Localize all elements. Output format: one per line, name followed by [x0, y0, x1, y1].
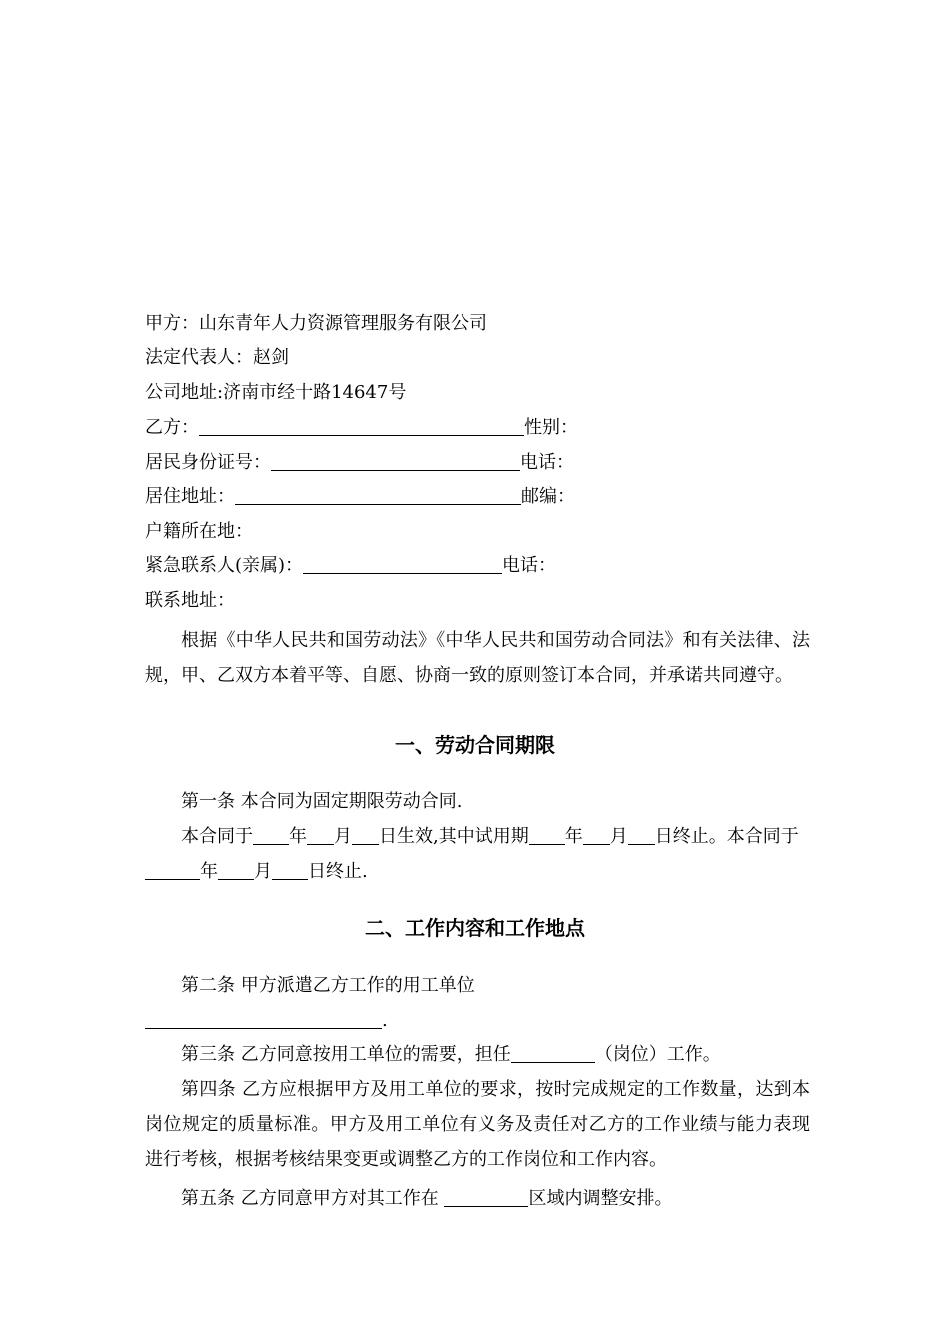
id-number-label: 居民身份证号：	[145, 452, 271, 473]
end-year-blank	[145, 861, 200, 880]
phone-label: 电话：	[520, 452, 574, 473]
contact-address-line: 联系地址：	[145, 590, 235, 611]
legal-representative-line: 法定代表人：赵剑	[145, 347, 289, 368]
article-1: 第一条 本合同为固定期限劳动合同.	[181, 791, 463, 812]
term-text: 本合同于	[181, 826, 253, 847]
probation-month-blank	[583, 826, 610, 845]
term-text: 年	[289, 826, 307, 847]
contract-term-line-2	[145, 860, 368, 884]
residence-address-line	[145, 485, 575, 509]
article-2: 第二条 甲方派遣乙方工作的用工单位	[181, 975, 475, 996]
emergency-contact-blank	[303, 555, 502, 574]
emergency-phone-label: 电话：	[502, 555, 557, 576]
postcode-label: 邮编：	[521, 486, 575, 507]
party-b-label: 乙方：	[145, 417, 199, 438]
residence-address-blank	[235, 486, 521, 505]
article-2-period: .	[382, 1010, 388, 1031]
start-day-blank	[352, 826, 379, 845]
term-text: 日生效,其中试用期	[379, 826, 529, 847]
start-year-blank	[253, 826, 289, 845]
party-a-line: 甲方：山东青年人力资源管理服务有限公司	[145, 313, 487, 334]
article-5	[181, 1187, 672, 1211]
emergency-contact-line	[145, 554, 556, 578]
article-5-text-end: 区域内调整安排。	[528, 1188, 673, 1209]
term-text: 月	[334, 826, 352, 847]
probation-year-blank	[529, 826, 565, 845]
id-number-line	[145, 451, 574, 475]
position-blank	[511, 1044, 595, 1063]
employer-unit-blank	[145, 1010, 382, 1029]
end-day-blank	[272, 861, 308, 880]
residence-address-label: 居住地址：	[145, 486, 235, 507]
term-text: 日终止.	[308, 861, 368, 882]
probation-day-blank	[628, 826, 655, 845]
start-month-blank	[307, 826, 334, 845]
gender-label: 性别：	[524, 417, 578, 438]
article-3-text: 第三条 乙方同意按用工单位的需要，担任	[181, 1044, 511, 1065]
company-address-line: 公司地址:济南市经十路14647号	[145, 382, 407, 403]
term-text: 日终止。本合同于	[654, 826, 799, 847]
term-text: 月	[609, 826, 628, 847]
intro-paragraph: 根据《中华人民共和国劳动法》《中华人民共和国劳动合同法》和有关法律、法规，甲、乙双方本着平等、自愿、协商一致的原则签订本合同，并承诺共同遵守。	[145, 630, 810, 686]
party-b-line	[145, 416, 578, 440]
article-3-text-end: （岗位）工作。	[594, 1044, 721, 1065]
term-text: 月	[254, 861, 272, 882]
article-5-text: 第五条 乙方同意甲方对其工作在	[181, 1188, 445, 1209]
id-number-blank	[271, 452, 520, 471]
party-b-name-blank	[199, 417, 524, 436]
end-month-blank	[218, 861, 254, 880]
article-4: 第四条 乙方应根据甲方及用工单位的要求，按时完成规定的工作数量，达到本岗位规定的质量标准。甲方及用工单位有义务及责任对乙方的工作业绩与能力表现进行考核，根据考核结果变更或调整乙方的工作岗位和工作内容。	[145, 1079, 810, 1170]
article-3	[181, 1043, 721, 1067]
contract-term-line-1	[181, 825, 799, 849]
region-blank	[444, 1188, 528, 1207]
hukou-line: 户籍所在地：	[145, 521, 253, 542]
section-1-heading: 一、劳动合同期限	[395, 733, 555, 757]
section-2-heading: 二、工作内容和工作地点	[365, 916, 585, 940]
term-text: 年	[200, 861, 218, 882]
article-2-continuation	[145, 1009, 388, 1033]
emergency-contact-label: 紧急联系人(亲属)：	[145, 555, 304, 576]
term-text: 年	[564, 826, 583, 847]
